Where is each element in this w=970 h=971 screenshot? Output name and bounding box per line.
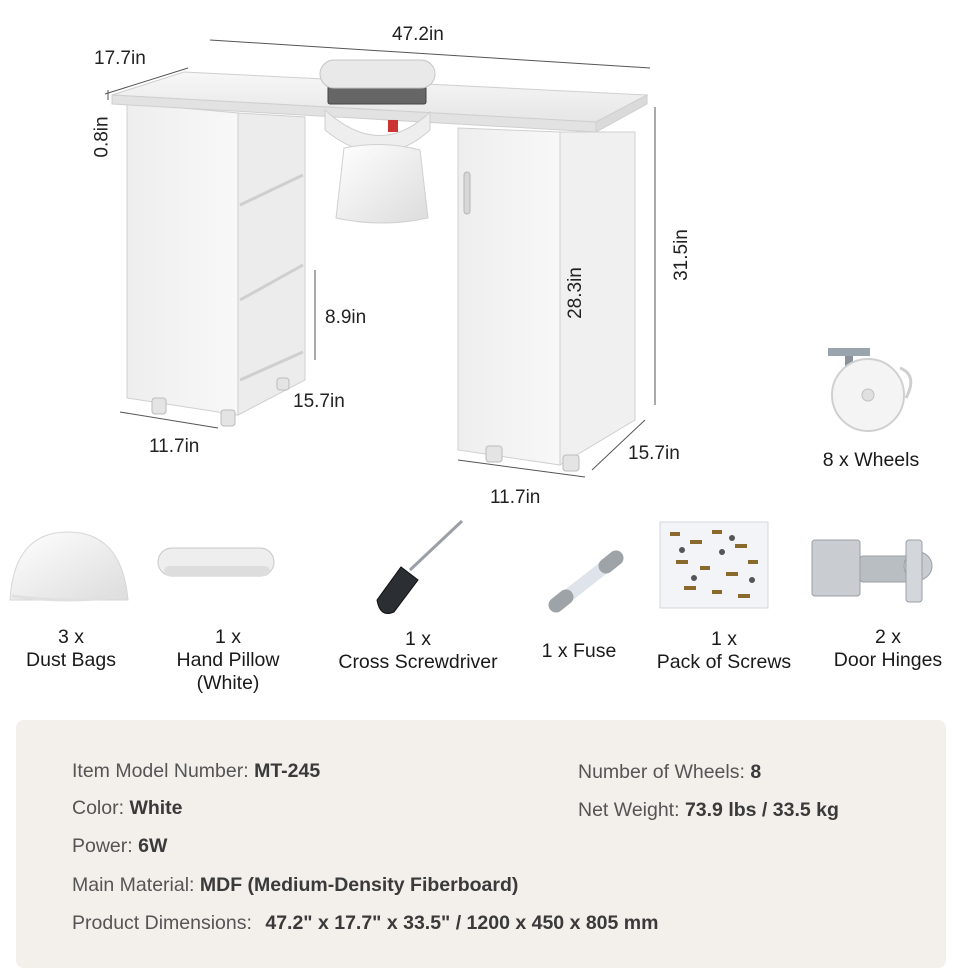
accessory-name: Dust Bags <box>26 649 116 671</box>
spec-label: Item Model Number: <box>72 760 249 782</box>
accessory-dust-bags <box>2 626 140 672</box>
accessory-name: Cross Screwdriver <box>338 651 498 673</box>
spec-dimensions <box>72 912 658 935</box>
accessory-name: 1 x Fuse <box>541 640 617 662</box>
spec-material <box>72 874 518 897</box>
screws-pack-icon <box>660 522 768 608</box>
dust-bag-icon <box>10 532 128 600</box>
spec-label: Net Weight: <box>578 799 680 821</box>
dim-depth: 17.7in <box>94 48 146 69</box>
accessory-qty: 2 x <box>874 626 901 648</box>
dim-total-height: 31.5in <box>670 229 692 281</box>
accessory-hinges <box>816 626 960 672</box>
dim-overall-width: 47.2in <box>392 24 444 45</box>
dim-left-width: 11.7in <box>149 436 200 457</box>
accessory-screws <box>638 628 810 674</box>
spec-label: Number of Wheels: <box>578 761 745 783</box>
accessory-name: Hand Pillow <box>176 649 280 671</box>
dim-right-width: 11.7in <box>490 487 541 508</box>
accessory-qty: 3 x <box>57 626 84 648</box>
spec-value: 6W <box>138 835 168 857</box>
left-cabinet <box>127 103 305 426</box>
fuse-icon <box>556 558 616 605</box>
spec-label: Color: <box>72 797 125 819</box>
accessory-qty: 1 x <box>214 626 241 648</box>
accessory-qty: 1 x <box>710 628 737 650</box>
spec-label: Product Dimensions: <box>72 912 252 934</box>
spec-model <box>72 760 320 783</box>
right-cabinet <box>458 128 635 471</box>
spec-power <box>72 835 167 858</box>
spec-wheels <box>578 761 761 784</box>
spec-value: 47.2" x 17.7" x 33.5" / 1200 x 450 x 805 mm <box>265 912 659 934</box>
accessory-name: Pack of Screws <box>656 651 792 673</box>
door-hinge-icon <box>812 540 932 602</box>
spec-value: 73.9 lbs / 33.5 kg <box>684 799 839 821</box>
spec-value: 8 <box>750 761 762 783</box>
dim-top-thickness: 0.8in <box>91 116 113 158</box>
wheels-label: 8 x Wheels <box>822 449 920 471</box>
dim-cabinet-height: 28.3in <box>564 267 586 319</box>
specifications-panel <box>16 720 946 968</box>
dim-left-depth: 15.7in <box>293 391 345 412</box>
spec-value: White <box>129 797 183 819</box>
accessory-fuse <box>524 640 634 663</box>
spec-value: MDF (Medium-Density Fiberboard) <box>199 874 519 896</box>
accessory-note: (White) <box>196 672 260 694</box>
screwdriver-icon <box>377 521 462 614</box>
accessory-hand-pillow <box>152 626 304 695</box>
spec-label: Power: <box>72 835 133 857</box>
spec-weight <box>578 799 839 822</box>
wheel-icon <box>828 348 911 431</box>
accessory-name: Door Hinges <box>833 649 943 671</box>
accessory-qty: 1 x <box>404 628 431 650</box>
spec-value: MT-245 <box>254 760 321 782</box>
dust-collector <box>320 60 435 223</box>
spec-color <box>72 797 183 820</box>
spec-label: Main Material: <box>72 874 195 896</box>
dim-right-depth: 15.7in <box>628 443 680 464</box>
hand-pillow-icon <box>158 548 274 576</box>
accessory-screwdriver <box>316 628 520 674</box>
dim-shelf-height: 8.9in <box>325 307 367 328</box>
